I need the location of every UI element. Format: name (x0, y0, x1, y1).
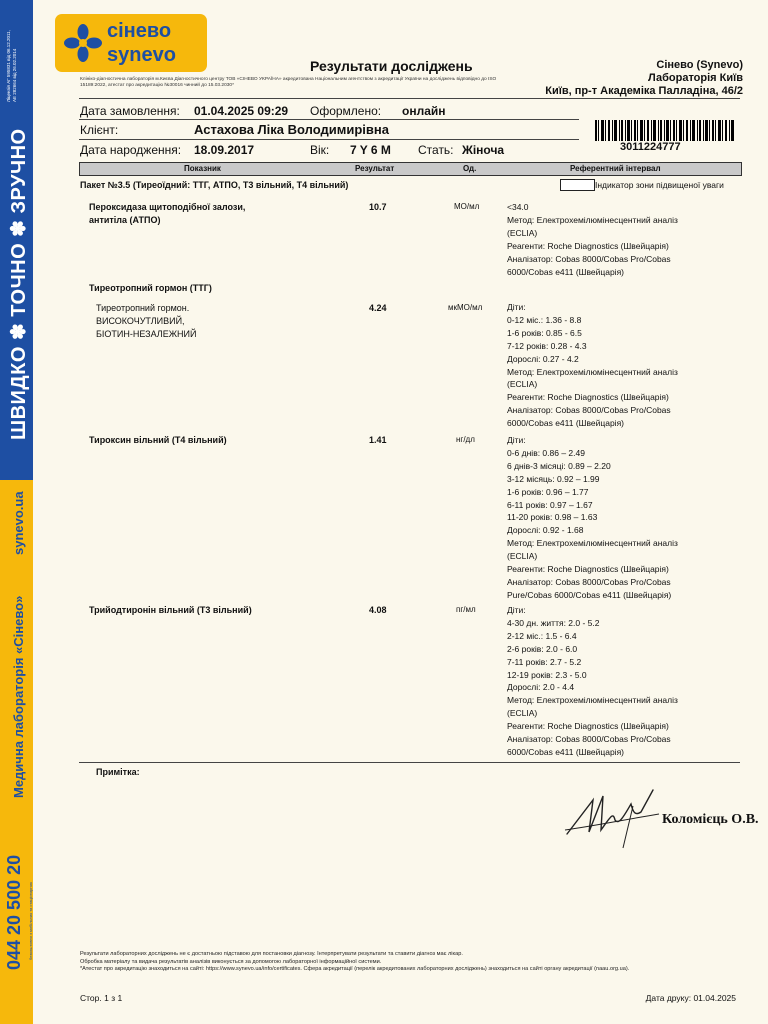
ref-line: Реагенти: Roche Diagnostics (Швейцарія) (507, 564, 669, 575)
ref-line: 12-19 років: 2.3 - 5.0 (507, 669, 587, 680)
document-title: Результати досліджень (310, 58, 473, 74)
note-label: Примітка: (96, 767, 140, 777)
test-ttg-name (96, 302, 196, 341)
lab-city: Лабораторія Київ (647, 72, 743, 84)
ref-line: 6000/Cobas e411 (Швейцарія) (507, 746, 625, 757)
ref-line: 6 днів-3 місяці: 0.89 – 2.20 (507, 460, 611, 471)
logo-word-en: synevo (107, 44, 176, 66)
signatory-name: Коломієць О.В. (662, 812, 759, 827)
lab-address: Київ, пр-т Академіка Палладіна, 46/2 (545, 85, 743, 97)
ref-line: Реагенти: Roche Diagnostics (Швейцарія) (507, 392, 669, 403)
ref-line: Pure/Cobas 6000/Cobas e411 (Швейцарія) (507, 589, 672, 600)
ref-line: (ECLIA) (507, 708, 538, 719)
lab-name: Сінево (Synevo) (656, 59, 743, 71)
disclaimer-line-3: *Атестат про акредитацію знаходиться на сайті: https://www.synevo.ua/info/certificates. Сфера акредитації (перелік акредитованих лабораторних досліджень) знаходиться на сайті органу акредитації (naau.org.ua). (80, 966, 630, 972)
print-date: Дата друку: 01.04.2025 (645, 993, 736, 1003)
logo-word-ua: сінево (107, 20, 172, 42)
sex-label: Стать: (418, 143, 454, 157)
col-ref-header: Референтний інтервал (570, 164, 661, 173)
test-ttg-name-line-2: ВИСОКОЧУТЛИВИЙ, (96, 316, 185, 326)
test-ttg-reference (507, 301, 678, 430)
disclaimer-line-2: Обробка матеріалу та видача результатів аналізів виконується за допомогою лабораторної інформаційної системи. (80, 958, 382, 965)
info-divider-1 (79, 119, 579, 120)
ref-line: Аналізатор: Cobas 8000/Cobas Pro/Cobas (507, 405, 671, 416)
test-t3-result: 4.08 (369, 605, 387, 615)
package-title: Пакет №3.5 (Тиреоїдний: ТТГ, АТПО, Т3 вільний, Т4 вільний) (80, 180, 349, 190)
test-ttg-group-title: Тиреотропний гормон (ТТГ) (89, 283, 212, 293)
ref-line: Діти: (507, 302, 526, 312)
ref-line: 0-6 днів: 0.86 – 2.49 (507, 447, 585, 458)
ref-line: <34.0 (507, 202, 529, 212)
website-link[interactable]: synevo.ua (11, 491, 26, 555)
signature-image (563, 786, 663, 850)
side-band (0, 0, 33, 1024)
test-atpo-unit: МО/мл (454, 202, 480, 211)
license-line-1: Ліцензія АГ 595831 від 06.12.2011, (6, 30, 11, 102)
synevo-logo (55, 14, 207, 72)
ref-line: 7-12 років: 0.28 - 4.3 (507, 340, 587, 351)
test-atpo-result: 10.7 (369, 202, 387, 212)
ref-line: Метод: Електрохемілюмінесцентний аналіз (507, 366, 678, 377)
ref-line: 3-12 місяць: 0.92 – 1.99 (507, 473, 600, 484)
ref-line: Аналізатор: Cobas 8000/Cobas Pro/Cobas (507, 253, 671, 264)
ref-line: 7-11 років: 2.7 - 5.2 (507, 656, 582, 667)
client-label: Клієнт: (80, 123, 119, 137)
ref-line: Метод: Електрохемілюмінесцентний аналіз (507, 538, 678, 549)
license-fine-print (6, 30, 18, 102)
ref-line: (ECLIA) (507, 379, 538, 390)
header-divider (79, 98, 740, 99)
slogan: ШВИДКО ✽ ТОЧНО ✽ ЗРУЧНО (8, 128, 30, 440)
ref-line: 6-11 років: 0.97 – 1.67 (507, 499, 593, 510)
order-date-value: 01.04.2025 09:29 (194, 104, 289, 118)
lab-brand-name: Медична лабораторія «Сінево» (11, 595, 26, 798)
test-atpo-name (89, 201, 245, 227)
age-label: Вік: (310, 143, 330, 157)
ref-line: (ECLIA) (507, 227, 538, 238)
test-t3-reference (507, 604, 678, 759)
ref-line: Аналізатор: Cobas 8000/Cobas Pro/Cobas (507, 734, 671, 745)
ref-line: 6000/Cobas e411 (Швейцарія) (507, 418, 625, 429)
results-end-divider (79, 762, 740, 763)
order-date-label: Дата замовлення: (80, 104, 180, 118)
ref-line: (ECLIA) (507, 551, 538, 562)
flower-logo-icon (63, 23, 103, 63)
client-name: Астахова Ліка Володимирівна (194, 122, 389, 137)
test-t4-reference (507, 434, 678, 602)
ref-line: 2-6 років: 2.0 - 6.0 (507, 643, 578, 654)
accreditation-text: Клініко-діагностична лабораторія м.Києва Діагностичного центру ТОВ «СІНЕВО УКРАЇНА» акредитована Національним агентством з акредитації України на досліджень відповідно до ISO 15189:2022, атестат про акредитацію №30016 чинний до 15.03.2030* (80, 77, 497, 88)
ref-line: Дорослі: 2.0 - 4.4 (507, 682, 575, 693)
barcode-number: 3011224777 (620, 141, 681, 153)
page-number: Стор. 1 з 1 (80, 993, 123, 1003)
ref-line: 4-30 дн. життя: 2.0 - 5.2 (507, 617, 600, 628)
dob-label: Дата народження: (80, 143, 182, 157)
col-result-header: Результат (355, 164, 395, 173)
disclaimer-line-1: Результати лабораторних досліджень не є достатньою підставою для постановки діагнозу. Інтерпретувати результати та ставити діагноз має лікар. (80, 951, 463, 957)
ref-line: Діти: (507, 605, 526, 615)
attention-indicator-label: Індикатор зони підвищеної уваги (595, 180, 724, 190)
ref-line: 11-20 років: 0.98 – 1.63 (507, 512, 598, 523)
license-line-2: АЕ 282664 від 26.02.2014 (12, 48, 17, 102)
sex-value: Жіноча (462, 143, 505, 157)
test-atpo-name-line-2: антитіла (АТПО) (89, 215, 161, 225)
lab-address-block (545, 59, 743, 98)
issued-value: онлайн (402, 104, 446, 118)
dob-value: 18.09.2017 (194, 143, 255, 157)
info-divider-2 (79, 139, 579, 140)
test-t4-result: 1.41 (369, 435, 387, 445)
phone-note: безкоштовно з мобільних та стаціонарних (28, 882, 33, 960)
test-atpo-name-line-1: Пероксидаза щитоподібної залози, (89, 202, 246, 212)
ref-line: 1-6 років: 0.85 - 6.5 (507, 327, 582, 338)
ref-line: Метод: Електрохемілюмінесцентний аналіз (507, 695, 678, 706)
ref-line: Реагенти: Roche Diagnostics (Швейцарія) (507, 721, 669, 732)
disclaimer-text (80, 951, 690, 974)
ref-line: 0-12 міс.: 1.36 - 8.8 (507, 314, 582, 325)
ref-line: Метод: Електрохемілюмінесцентний аналіз (507, 214, 678, 225)
test-atpo-reference (507, 201, 678, 278)
test-ttg-result: 4.24 (369, 303, 387, 313)
barcode-icon (595, 120, 735, 141)
test-t3-name: Трийодтиронін вільний (Т3 вільний) (89, 605, 252, 615)
ref-line: 2-12 міс.: 1.5 - 6.4 (507, 630, 577, 641)
ref-line: Реагенти: Roche Diagnostics (Швейцарія) (507, 240, 669, 251)
results-table-header (79, 162, 742, 176)
age-value: 7 Y 6 M (350, 143, 391, 157)
test-ttg-name-line-3: БІОТИН-НЕЗАЛЕЖНИЙ (96, 329, 197, 339)
test-t4-unit: нг/дл (456, 435, 475, 444)
col-test-header: Показник (184, 164, 221, 173)
test-t4-name: Тироксин вільний (Т4 вільний) (89, 435, 227, 445)
ref-line: Аналізатор: Cobas 8000/Cobas Pro/Cobas (507, 576, 671, 587)
phone-number[interactable]: 044 20 500 20 (4, 854, 24, 970)
issued-label: Оформлено: (310, 104, 382, 118)
ref-line: 1-6 років: 0.96 – 1.77 (507, 486, 589, 497)
test-t3-unit: пг/мл (456, 605, 476, 614)
attention-indicator-swatch (560, 179, 595, 191)
ref-line: Дорослі: 0.27 - 4.2 (507, 353, 579, 364)
test-ttg-unit: мкМО/мл (448, 303, 483, 312)
col-unit-header: Од. (463, 164, 477, 173)
test-ttg-name-line-1: Тиреотропний гормон. (96, 303, 190, 313)
ref-line: Діти: (507, 435, 526, 445)
ref-line: Дорослі: 0.92 - 1.68 (507, 525, 584, 536)
ref-line: 6000/Cobas e411 (Швейцарія) (507, 266, 625, 277)
